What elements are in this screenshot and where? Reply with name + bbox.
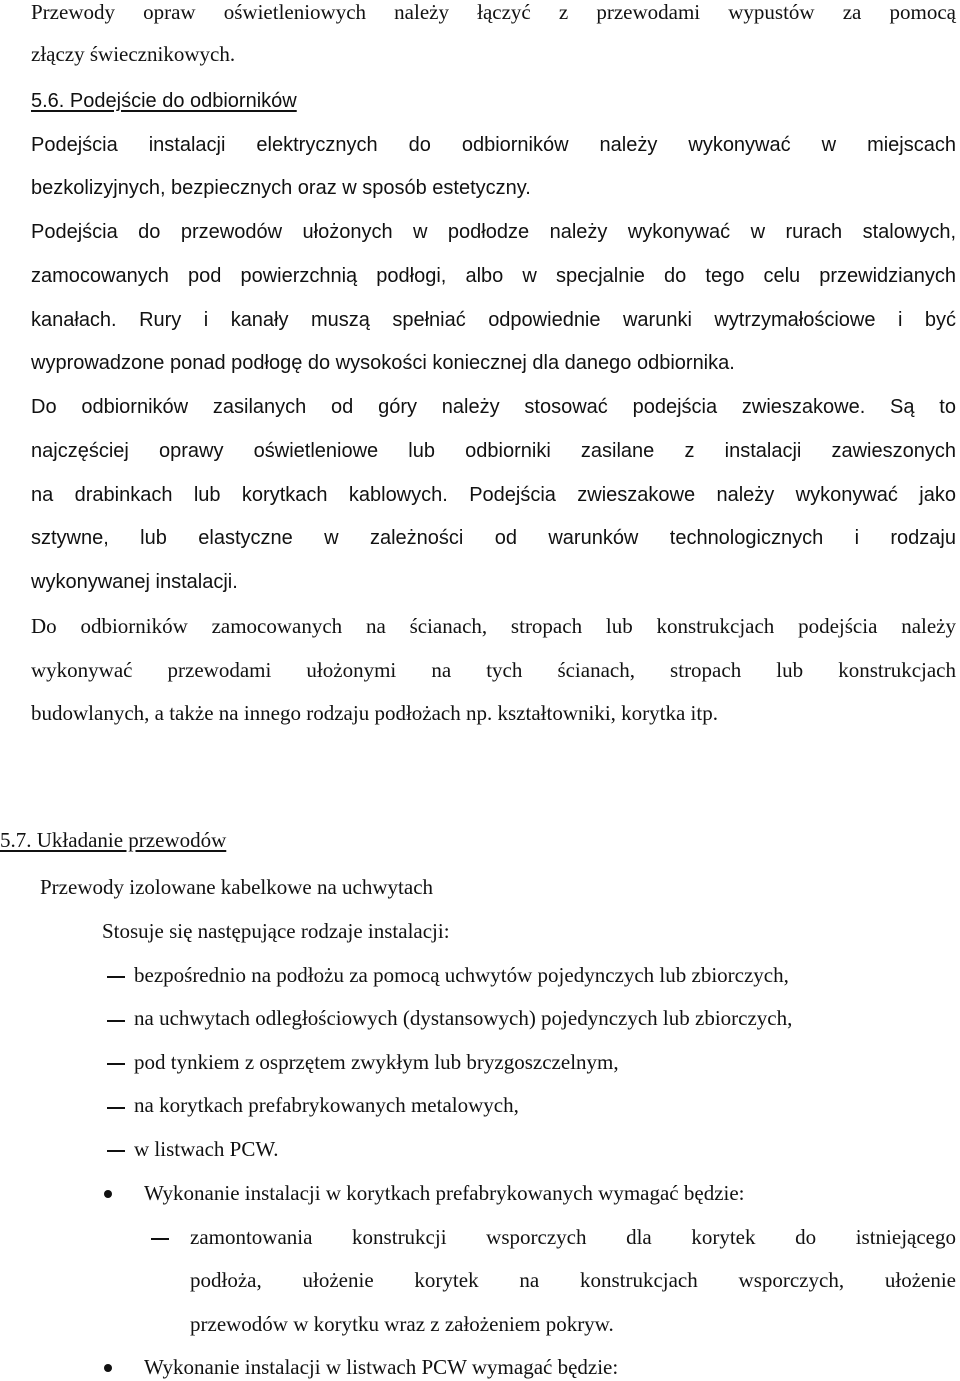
paragraph-line: zamocowanych pod powierzchnią podłogi, albo w specjalnie do tego celu przewidzianych [31, 265, 956, 287]
bullet-icon [104, 1364, 112, 1372]
paragraph-line: na drabinkach lub korytkach kablowych. Podejścia zwieszakowe należy wykonywać jako [31, 484, 956, 506]
bullet-item: Wykonanie instalacji w listwach PCW wymagać będzie: [144, 1355, 619, 1379]
sub-item-line: przewodów w korytku wraz z założeniem pokryw. [190, 1312, 614, 1336]
paragraph-line: Do odbiorników zasilanych od góry należy stosować podejścia zwieszakowe. Są to [31, 396, 956, 418]
dash-icon [107, 1020, 125, 1022]
list-intro: Stosuje się następujące rodzaje instalacji: [102, 919, 450, 943]
paragraph-line: wykonywanej instalacji. [31, 571, 238, 593]
bullet-icon [104, 1190, 112, 1198]
list-item: w listwach PCW. [134, 1137, 279, 1161]
dash-icon [107, 1150, 125, 1152]
paragraph-line: Przewody opraw oświetleniowych należy łączyć z przewodami wypustów za pomocą [31, 0, 956, 24]
paragraph-line: Podejścia instalacji elektrycznych do odbiorników należy wykonywać w miejscach [31, 134, 956, 156]
dash-icon [107, 976, 125, 978]
bullet-item: Wykonanie instalacji w korytkach prefabrykowanych wymagać będzie: [144, 1181, 745, 1205]
paragraph-line: kanałach. Rury i kanały muszą spełniać odpowiednie warunki wytrzymałościowe i być [31, 309, 956, 331]
list-item: na uchwytach odległościowych (dystansowych) pojedynczych lub zbiorczych, [134, 1006, 793, 1030]
list-item: bezpośrednio na podłożu za pomocą uchwytów pojedynczych lub zbiorczych, [134, 963, 789, 987]
sub-item-line: zamontowania konstrukcji wsporczych dla korytek do istniejącego [190, 1225, 956, 1249]
subheading: Przewody izolowane kabelkowe na uchwytach [40, 875, 434, 899]
dash-icon [107, 1063, 125, 1065]
section-heading-5-7: 5.7. Układanie przewodów [0, 828, 227, 852]
paragraph-line: wyprowadzone ponad podłogę do wysokości koniecznej dla danego odbiornika. [31, 352, 735, 374]
dash-icon [107, 1107, 125, 1109]
dash-icon [151, 1238, 169, 1240]
paragraph-line: Do odbiorników zamocowanych na ścianach, stropach lub konstrukcjach podejścia należy [31, 614, 956, 638]
paragraph-line: sztywne, lub elastyczne w zależności od warunków technologicznych i rodzaju [31, 527, 956, 549]
paragraph-line: najczęściej oprawy oświetleniowe lub odbiorniki zasilane z instalacji zawieszonych [31, 440, 956, 462]
paragraph-line: budowlanych, a także na innego rodzaju podłożach np. kształtowniki, korytka itp. [31, 701, 718, 725]
section-heading-5-6: 5.6. Podejście do odbiorników [31, 90, 297, 112]
paragraph-line: Podejścia do przewodów ułożonych w podłodze należy wykonywać w rurach stalowych, [31, 221, 956, 243]
paragraph-line: bezkolizyjnych, bezpiecznych oraz w sposób estetyczny. [31, 177, 531, 199]
list-item: na korytkach prefabrykowanych metalowych, [134, 1093, 519, 1117]
list-item: pod tynkiem z osprzętem zwykłym lub bryzgoszczelnym, [134, 1050, 619, 1074]
paragraph-line: wykonywać przewodami ułożonymi na tych ścianach, stropach lub konstrukcjach [31, 658, 956, 682]
paragraph-line: złączy świecznikowych. [31, 42, 236, 66]
sub-item-line: podłoża, ułożenie korytek na konstrukcjach wsporczych, ułożenie [190, 1268, 956, 1292]
